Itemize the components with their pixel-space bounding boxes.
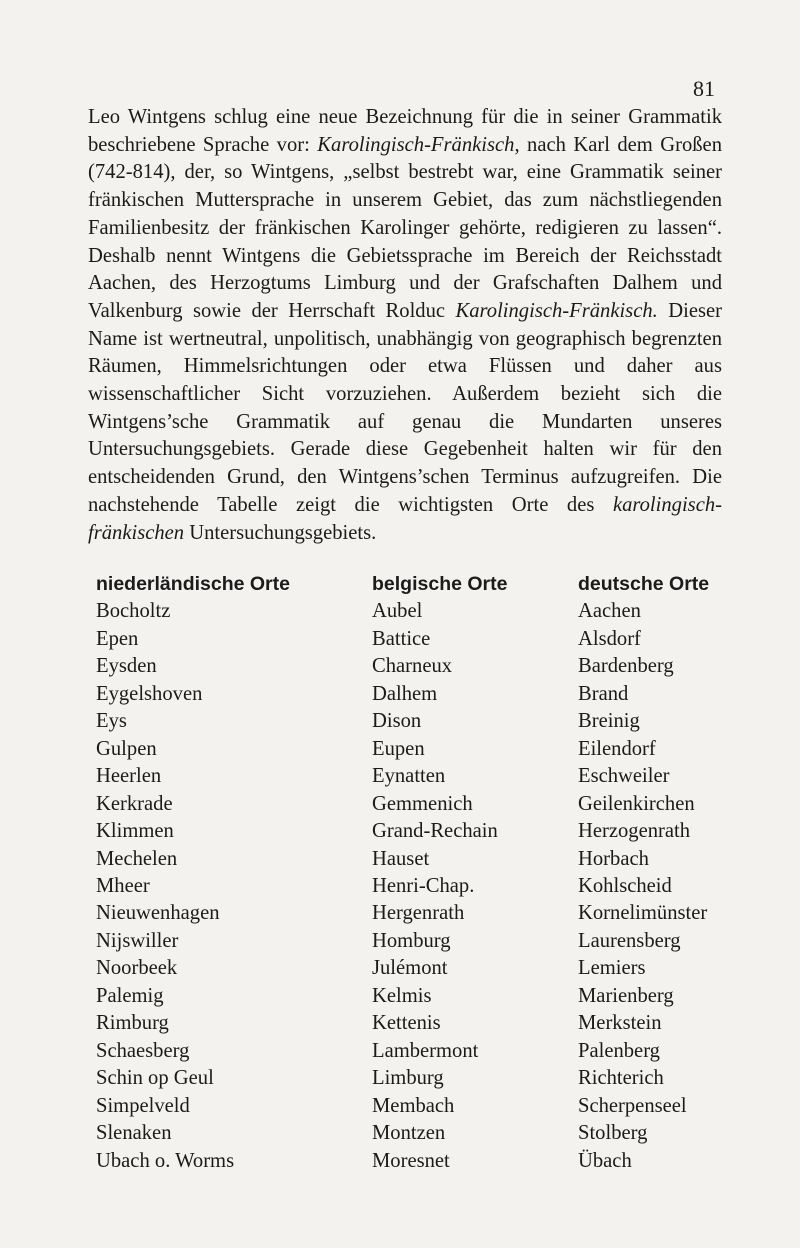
paragraph-text-1: Leo Wintgens schlug eine neue Bezeichnung für die in seiner Grammatik beschriebene Sprache vor: [88, 106, 722, 156]
german-place: Geilenkirchen [578, 792, 695, 815]
belgian-place: Henri-Chap. [372, 874, 475, 897]
belgian-place: Limburg [372, 1067, 444, 1090]
german-place: Bardenberg [578, 655, 674, 678]
dutch-place: Mheer [96, 874, 150, 897]
german-place: Marienberg [578, 984, 674, 1007]
belgian-place: Dison [372, 710, 422, 733]
german-place: Brand [578, 682, 629, 705]
dutch-place: Kerkrade [96, 792, 173, 815]
dutch-place: Bocholtz [96, 600, 171, 623]
german-place: Eschweiler [578, 765, 670, 788]
dutch-place: Nieuwenhagen [96, 902, 220, 925]
belgian-place: Kettenis [372, 1012, 441, 1035]
belgian-place: Membach [372, 1094, 455, 1117]
belgian-place: Hauset [372, 847, 430, 870]
german-place: Richterich [578, 1067, 664, 1090]
german-place: Aachen [578, 600, 641, 623]
dutch-place: Slenaken [96, 1122, 172, 1145]
german-place: Lemiers [578, 957, 646, 980]
dutch-place: Mechelen [96, 847, 178, 870]
german-place: Herzogenrath [578, 820, 691, 843]
dutch-place: Schin op Geul [96, 1067, 214, 1090]
german-place: Scherpenseel [578, 1094, 687, 1117]
german-place: Kornelimünster [578, 902, 708, 925]
dutch-place: Rimburg [96, 1012, 169, 1035]
belgian-place: Dalhem [372, 682, 438, 705]
column-header-dutch: niederländische Orte [96, 573, 290, 595]
dutch-place: Epen [96, 627, 139, 650]
german-place: Merkstein [578, 1012, 662, 1035]
column-header-belgian: belgische Orte [372, 573, 508, 595]
german-place: Laurensberg [578, 929, 681, 952]
dutch-place: Palemig [96, 984, 164, 1007]
dutch-place: Heerlen [96, 765, 162, 788]
german-place: Breinig [578, 710, 640, 733]
german-place: Übach [578, 1149, 632, 1172]
belgian-place: Grand-Rechain [372, 820, 498, 843]
dutch-place: Simpelveld [96, 1094, 190, 1117]
dutch-place: Gulpen [96, 737, 157, 760]
column-dutch-places [96, 571, 290, 1175]
page-number: 81 [693, 76, 715, 101]
german-place: Palenberg [578, 1039, 660, 1062]
belgian-place: Battice [372, 627, 431, 650]
belgian-place: Moresnet [372, 1149, 450, 1172]
belgian-place: Montzen [372, 1122, 446, 1145]
belgian-place: Homburg [372, 929, 451, 952]
belgian-place: Charneux [372, 655, 453, 678]
paragraph-text-2: , nach Karl dem Großen (742-814), der, so Wintgens, „selbst bestrebt war, eine Grammatik seiner fränkischen Muttersprache in unserem Gebiet, das zum nächstliegenden Familienbesitz der fränkischen Karolinger gehörte, redigieren zu lassen“. Deshalb nennt Wintgens die Gebietssprache im Bereich der Reichsstadt Aachen, des Herzogtums Limburg und der Grafschaften Dalhem und Valkenburg sowie der Herrschaft Rolduc [88, 133, 722, 322]
belgian-place: Hergenrath [372, 902, 465, 925]
belgian-place: Kelmis [372, 984, 432, 1007]
german-place: Kohlscheid [578, 874, 672, 897]
belgian-place: Lambermont [372, 1039, 479, 1062]
paragraph-text-4: Untersuchungsgebiets. [184, 521, 377, 544]
dutch-place: Noorbeek [96, 957, 178, 980]
belgian-place: Eupen [372, 737, 425, 760]
belgian-place: Julémont [372, 957, 448, 980]
german-place: Alsdorf [578, 627, 641, 650]
dutch-place: Ubach o. Worms [96, 1149, 235, 1172]
belgian-place: Gemmenich [372, 792, 473, 815]
term-karolingisch-fraenkischen: karolingisch-fränkischen [88, 493, 722, 544]
german-place: Eilendorf [578, 737, 656, 760]
paragraph-text-3: Dieser Name ist wertneutral, unpolitisch, unabhängig von geographisch begrenzten Räumen, Himmelsrichtungen oder etwa Flüssen und daher aus wissenschaftlicher Sicht vorzuziehen. Außerdem bezieht sich die Wintgens’sche Grammatik auf genau die Mundarten unseres Untersuchungsgebiets. Gerade diese Gegebenheit halten wir für den entscheidenden Grund, den Wintgens’schen Terminus aufzugreifen. Die nachstehende Tabelle zeigt die wichtigsten Orte des [88, 299, 722, 516]
column-header-german: deutsche Orte [578, 573, 710, 595]
belgian-place: Aubel [372, 600, 423, 623]
column-belgian-places [372, 571, 507, 1175]
dutch-place: Eysden [96, 655, 157, 678]
dutch-place: Nijswiller [96, 929, 179, 952]
dutch-place: Schaesberg [96, 1039, 190, 1062]
body-paragraph [88, 104, 722, 547]
german-place: Stolberg [578, 1122, 648, 1145]
dutch-place: Eygelshoven [96, 682, 203, 705]
dutch-place: Eys [96, 710, 127, 733]
term-karolingisch-fraenkisch-2: Karolingisch-Fränkisch. [455, 299, 658, 322]
belgian-place: Eynatten [372, 765, 446, 788]
german-place: Horbach [578, 847, 649, 870]
term-karolingisch-fraenkisch-1: Karolingisch-Fränkisch [317, 133, 515, 156]
column-german-places [578, 571, 709, 1175]
dutch-place: Klimmen [96, 820, 174, 843]
